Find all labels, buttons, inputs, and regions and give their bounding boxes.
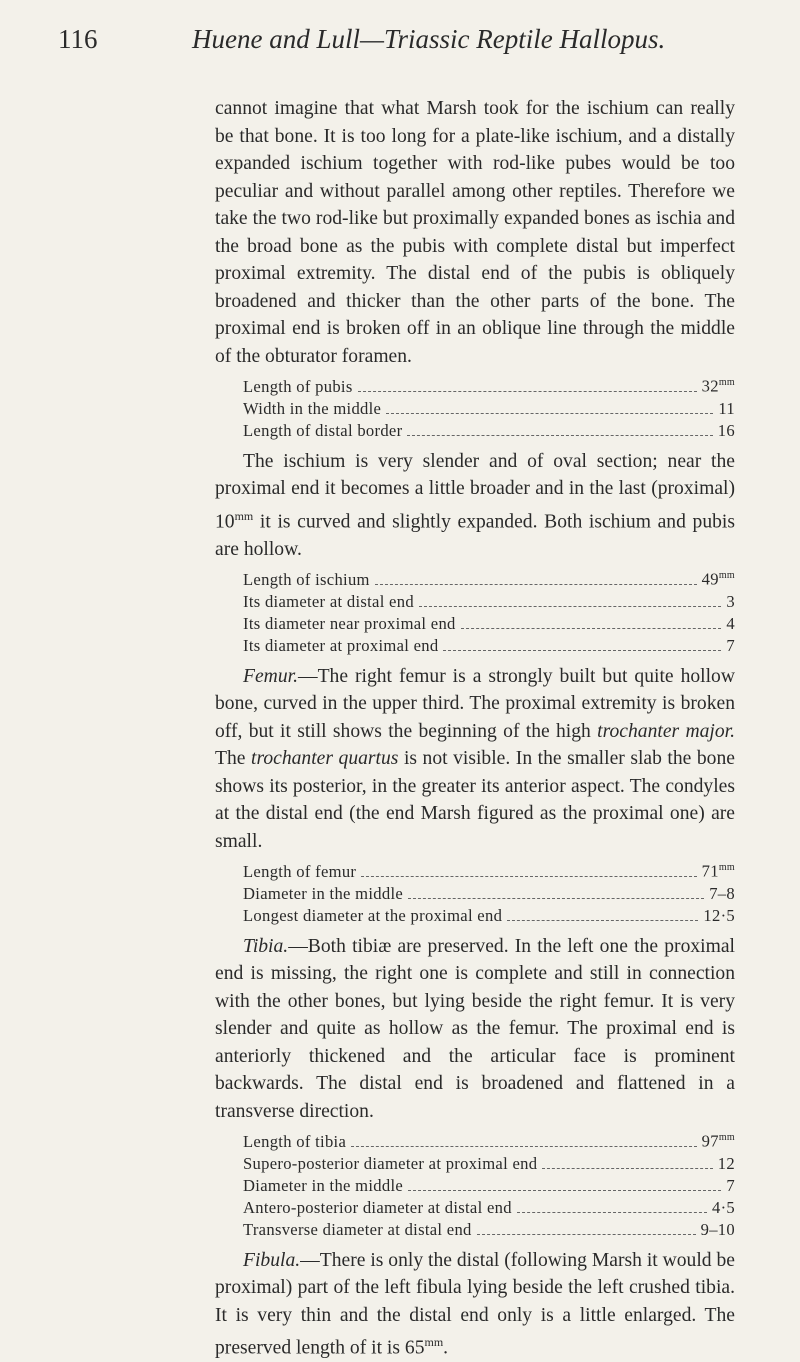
measurement-row [243, 883, 735, 905]
measurement-label: Length of femur [243, 861, 357, 881]
unit-superscript: mm [234, 508, 254, 523]
measurement-row [243, 398, 735, 420]
term-trochanter-major: trochanter major. [597, 720, 735, 742]
measurement-value [703, 905, 735, 927]
measurement-row [243, 905, 735, 927]
measurement-row [243, 372, 735, 398]
measurement-value [718, 398, 735, 420]
femur-text-join: The [215, 748, 251, 770]
leader-dots [358, 391, 697, 392]
measurement-number: 7–8 [709, 883, 735, 903]
measurement-value [726, 1175, 735, 1197]
measurement-number: 16 [717, 420, 735, 440]
measurement-label: Diameter in the middle [243, 883, 404, 903]
leader-dots [542, 1168, 712, 1169]
leader-dots [375, 584, 697, 585]
measurement-row [243, 635, 735, 657]
fibula-text-end: . [443, 1337, 449, 1359]
body-text [215, 95, 735, 1362]
term-trochanter-quartus: trochanter quartus [251, 748, 399, 770]
pubis-measurements [243, 372, 735, 442]
leader-dots [351, 1146, 697, 1147]
paragraph-tibia [215, 933, 735, 1126]
femur-text: —The right femur is a strongly built but quite hollow bone, curved in the upper third. The proximal extremity is broken off, but it still shows the beginning of the high [215, 665, 735, 742]
measurement-label: Its diameter at proximal end [243, 635, 439, 655]
measurement-label: Length of ischium [243, 569, 370, 589]
measurement-label: Width in the middle [243, 398, 382, 418]
measurement-value [726, 591, 735, 613]
leader-dots [407, 435, 712, 436]
measurement-number: 4·5 [711, 1197, 735, 1217]
measurement-value [709, 883, 735, 905]
measurement-label: Length of pubis [243, 376, 353, 396]
measurement-label: Antero-posterior diameter at distal end [243, 1197, 512, 1217]
measurement-number: 7 [726, 635, 735, 655]
ischium-measurements [243, 565, 735, 657]
leader-dots [408, 898, 704, 899]
measurement-number: 49 [701, 569, 719, 589]
measurement-number: 71 [701, 861, 719, 881]
measurement-number: 32 [701, 376, 719, 396]
leader-dots [419, 606, 721, 607]
measurement-unit: mm [718, 862, 735, 874]
measurement-row [243, 1219, 735, 1241]
measurement-number: 12 [717, 1153, 735, 1173]
measurement-label: Length of tibia [243, 1131, 347, 1151]
tibia-text: —Both tibiæ are preserved. In the left one the proximal end is missing, the right one is complete and still in connection with the other bones, but lying beside the right femur. It is very slender and quite as hollow as the femur. The proximal end is anteriorly thickened and the articular face is prominent backwards. The distal end is broadened and flattened in a transverse direction. [215, 935, 735, 1122]
measurement-value [712, 1197, 735, 1219]
measurement-value [726, 635, 735, 657]
leader-dots [461, 628, 722, 629]
measurement-number: 12·5 [703, 905, 735, 925]
measurement-row [243, 420, 735, 442]
section-heading-tibia: Tibia. [243, 935, 289, 957]
measurement-row [243, 1127, 735, 1153]
leader-dots [517, 1212, 707, 1213]
leader-dots [408, 1190, 721, 1191]
leader-dots [386, 413, 713, 414]
measurement-label: Supero-posterior diameter at proximal end [243, 1153, 538, 1173]
measurement-unit: mm [718, 377, 735, 388]
measurement-row [243, 1175, 735, 1197]
measurement-number: 97 [701, 1131, 719, 1151]
measurement-number: 7 [726, 1175, 735, 1195]
measurement-label: Longest diameter at the proximal end [243, 905, 503, 925]
page-header [58, 24, 760, 64]
tibia-measurements [243, 1127, 735, 1241]
measurement-value [718, 420, 735, 442]
measurement-number: 3 [726, 591, 735, 611]
measurement-value [702, 565, 735, 591]
measurement-row [243, 857, 735, 883]
unit-superscript: mm [424, 1335, 444, 1350]
page-number: 116 [58, 24, 98, 54]
fibula-text: —There is only the distal (following Marsh it would be proximal) part of the left fibula lying beside the left crushed tibia. It is very thin and the distal end only is a little enlarged. The preserved length of it is 65 [215, 1249, 735, 1359]
measurement-value [702, 857, 735, 883]
paragraph-ischium [215, 448, 735, 564]
paragraph-ischium-pubis: cannot imagine that what Marsh took for the ischium can really be that bone. It is too long for a plate-like ischium, and a distally expanded ischium together with rod-like pubes would be too peculiar and without parallel among other reptiles. Therefore we take the two rod-like but proximally expanded bones as ischia and the broad bone as the pubis with complete distal but imperfect proximal extremity. The distal end of the pubis is obliquely broadened and thicker than the other parts of the bone. The proximal end is broken off in an oblique line through the middle of the obturator foramen. [215, 98, 735, 367]
femur-measurements [243, 857, 735, 927]
measurement-unit: mm [718, 570, 735, 582]
measurement-row [243, 1197, 735, 1219]
paragraph-fibula [215, 1247, 735, 1362]
paragraph-ischium-text-end: it is curved and slightly expanded. Both ischium and pubis are hollow. [215, 511, 735, 560]
measurement-value [701, 1219, 735, 1241]
paragraph-femur [215, 663, 735, 856]
running-title: Huene and Lull—Triassic Reptile Hallopus. [192, 24, 666, 54]
measurement-row [243, 1153, 735, 1175]
measurement-row [243, 613, 735, 635]
measurement-label: Transverse diameter at distal end [243, 1219, 472, 1239]
measurement-label: Length of distal border [243, 420, 403, 440]
measurement-label: Its diameter at distal end [243, 591, 414, 611]
measurement-value [718, 1153, 735, 1175]
measurement-label: Its diameter near proximal end [243, 613, 456, 633]
measurement-value [702, 1127, 735, 1153]
leader-dots [443, 650, 721, 651]
section-heading-femur: Femur. [243, 665, 298, 687]
measurement-number: 11 [718, 398, 735, 418]
measurement-row [243, 565, 735, 591]
leader-dots [477, 1234, 696, 1235]
measurement-number: 9–10 [700, 1219, 735, 1239]
measurement-label: Diameter in the middle [243, 1175, 404, 1195]
measurement-unit: mm [718, 1132, 735, 1144]
measurement-number: 4 [726, 613, 735, 633]
measurement-row [243, 591, 735, 613]
paragraph-ischium-text: The ischium is very slender and of oval section; near the proximal end it becomes a little broader and in the last (proximal) 10 [215, 450, 735, 533]
measurement-value [702, 372, 735, 398]
measurement-value [726, 613, 735, 635]
femur-text-end: is not visible. In the smaller slab the bone shows its posterior, in the greater its anterior aspect. The condyles at the distal end (the end Marsh figured as the proximal one) are small. [215, 748, 735, 852]
leader-dots [507, 920, 698, 921]
leader-dots [361, 876, 696, 877]
section-heading-fibula: Fibula. [243, 1249, 301, 1271]
